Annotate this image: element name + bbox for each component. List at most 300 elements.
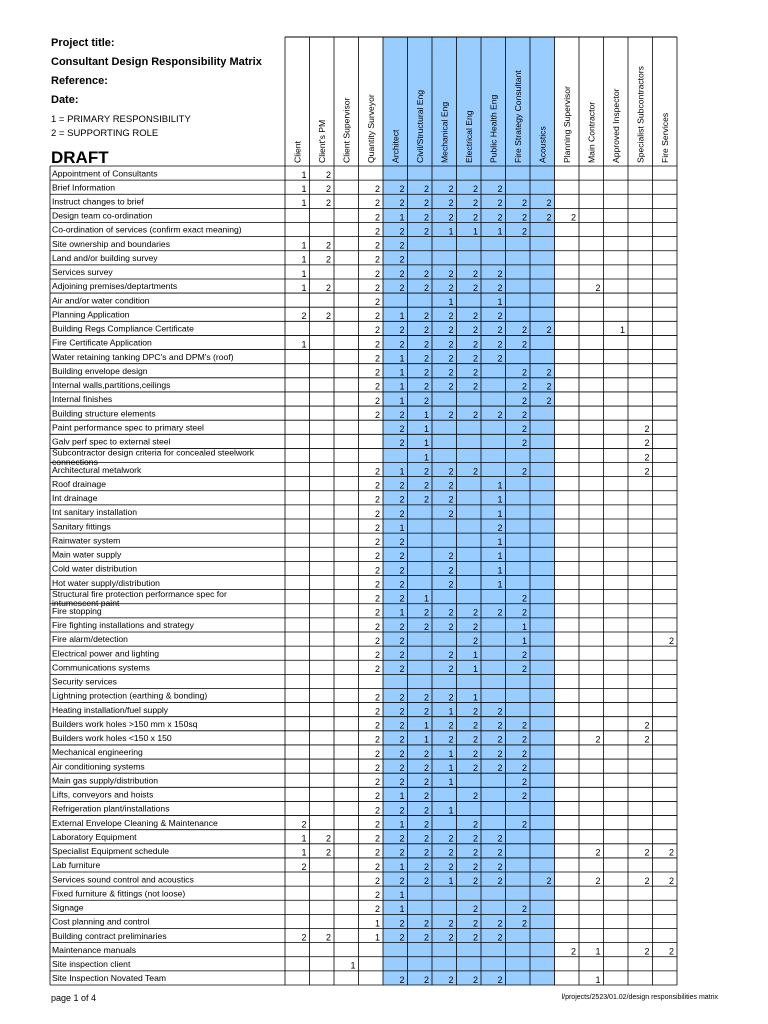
column-header: Main Contractor	[586, 101, 597, 163]
matrix-cell-value: 2	[374, 325, 380, 336]
matrix-cell-value: 2	[399, 762, 405, 773]
matrix-cell-value: 2	[423, 847, 429, 858]
matrix-cell-value: 1	[399, 212, 405, 223]
matrix-cell-value: 2	[448, 734, 454, 745]
row-label: Mechanical engineering	[52, 747, 143, 758]
page-number: page 1 of 4	[51, 993, 97, 1003]
matrix-cell-value: 2	[448, 494, 454, 505]
matrix-cell-value: 1	[448, 777, 454, 788]
matrix-cell-value: 2	[644, 466, 650, 477]
row-label: Security services	[52, 676, 117, 687]
row-label: Int sanitary installation	[52, 507, 138, 518]
matrix-cell-value: 2	[448, 861, 454, 872]
matrix-cell-value: 2	[521, 395, 527, 406]
matrix-cell-value: 2	[448, 184, 454, 195]
matrix-cell-value: 1	[497, 579, 503, 590]
matrix-cell-value: 2	[374, 847, 380, 858]
matrix-cell-value: 2	[497, 847, 503, 858]
row-label: Sanitary fittings	[52, 521, 111, 532]
matrix-cell-value: 2	[472, 748, 478, 759]
matrix-cell-value: 1	[448, 762, 454, 773]
matrix-cell-value: 2	[374, 833, 380, 844]
matrix-cell-value: 2	[399, 932, 405, 943]
matrix-cell-value: 1	[521, 621, 527, 632]
matrix-cell-value: 2	[546, 367, 552, 378]
matrix-cell-value: 2	[301, 819, 307, 830]
row-label: Lightning protection (earthing & bonding)	[52, 690, 208, 701]
matrix-cell-value: 2	[374, 240, 380, 251]
matrix-cell-value: 2	[546, 325, 552, 336]
matrix-cell-value: 1	[448, 297, 454, 308]
matrix-cell-value: 2	[399, 650, 405, 661]
row-label: Building contract preliminaries	[52, 930, 167, 941]
matrix-cell-value: 2	[448, 381, 454, 392]
matrix-cell-value: 2	[472, 466, 478, 477]
matrix-cell-value: 2	[399, 692, 405, 703]
row-label: Fire stopping	[52, 606, 102, 617]
row-label: Hot water supply/distribution	[52, 577, 160, 588]
matrix-cell-value: 2	[374, 551, 380, 562]
matrix-cell-value: 2	[497, 212, 503, 223]
matrix-cell-value: 2	[374, 621, 380, 632]
matrix-cell-value: 2	[374, 904, 380, 915]
matrix-cell-value: 2	[472, 409, 478, 420]
matrix-cell-value: 2	[423, 748, 429, 759]
matrix-cell-value: 2	[423, 353, 429, 364]
matrix-cell-value: 2	[374, 593, 380, 604]
column-header: Planning Supervisor	[561, 86, 572, 163]
column-header: Client's PM	[316, 119, 327, 163]
matrix-cell-value: 2	[448, 650, 454, 661]
matrix-cell-value: 2	[423, 339, 429, 350]
matrix-cell-value: 2	[301, 861, 307, 872]
matrix-cell-value: 1	[423, 720, 429, 731]
matrix-cell-value: 2	[399, 875, 405, 886]
matrix-cell-value: 2	[472, 974, 478, 985]
matrix-cell-value: 2	[399, 424, 405, 435]
row-label: Services survey	[52, 267, 113, 278]
matrix-cell-value: 2	[595, 847, 601, 858]
matrix-cell-value: 2	[374, 861, 380, 872]
matrix-cell-value: 2	[644, 424, 650, 435]
matrix-cell-value: 1	[497, 494, 503, 505]
matrix-cell-value: 2	[521, 438, 527, 449]
matrix-cell-value: 2	[521, 720, 527, 731]
matrix-cell-value: 1	[399, 311, 405, 322]
row-label: Design team co-ordination	[52, 210, 153, 221]
row-label: Electrical power and lighting	[52, 648, 160, 659]
matrix-cell-value: 1	[301, 847, 307, 858]
matrix-cell-value: 1	[497, 565, 503, 576]
matrix-cell-value: 2	[374, 762, 380, 773]
row-label: Site Inspection Novated Team	[52, 973, 167, 984]
matrix-cell-value: 2	[423, 466, 429, 477]
matrix-cell-value: 2	[521, 381, 527, 392]
matrix-cell-value: 2	[325, 240, 331, 251]
row-label: Communications systems	[52, 662, 150, 673]
matrix-cell-value: 2	[374, 198, 380, 209]
matrix-cell-value: 1	[448, 748, 454, 759]
matrix-cell-value: 2	[472, 339, 478, 350]
matrix-cell-value: 2	[399, 579, 405, 590]
matrix-cell-value: 2	[374, 353, 380, 364]
matrix-cell-value: 2	[325, 184, 331, 195]
matrix-cell-value: 1	[497, 297, 503, 308]
matrix-cell-value: 2	[374, 692, 380, 703]
matrix-cell-value: 2	[472, 607, 478, 618]
column-header: Fire Strategy Consultant	[512, 70, 523, 163]
matrix-cell-value: 2	[423, 974, 429, 985]
matrix-cell-value: 2	[472, 932, 478, 943]
matrix-cell-value: 2	[497, 409, 503, 420]
matrix-cell-value: 1	[301, 254, 307, 265]
matrix-cell-value: 2	[399, 494, 405, 505]
matrix-cell-value: 2	[399, 720, 405, 731]
matrix-cell-value: 2	[497, 184, 503, 195]
matrix-cell-value: 2	[423, 268, 429, 279]
row-label: Maintenance manuals	[52, 944, 137, 955]
row-label: Rainwater system	[52, 535, 121, 546]
row-label: Internal walls,partitions,ceilings	[52, 380, 171, 391]
matrix-cell-value: 2	[521, 777, 527, 788]
matrix-cell-value: 1	[301, 339, 307, 350]
matrix-cell-value: 2	[399, 508, 405, 519]
matrix-cell-value: 2	[497, 311, 503, 322]
matrix-cell-value: 2	[423, 706, 429, 717]
matrix-cell-value: 2	[448, 833, 454, 844]
row-label: Lifts, conveyors and hoists	[52, 789, 154, 800]
row-label: Site ownership and boundaries	[52, 238, 171, 249]
matrix-cell-value: 2	[497, 734, 503, 745]
matrix-cell-value: 1	[399, 890, 405, 901]
matrix-cell-value: 1	[423, 734, 429, 745]
matrix-cell-value: 2	[521, 918, 527, 929]
matrix-cell-value: 2	[448, 565, 454, 576]
matrix-cell-value: 2	[546, 212, 552, 223]
matrix-cell-value: 2	[399, 565, 405, 576]
matrix-cell-value: 2	[374, 875, 380, 886]
matrix-cell-value: 2	[399, 621, 405, 632]
matrix-cell-value: 2	[521, 791, 527, 802]
matrix-cell-value: 2	[374, 282, 380, 293]
matrix-cell-value: 2	[448, 847, 454, 858]
matrix-cell-value: 1	[472, 664, 478, 675]
matrix-cell-value: 2	[374, 537, 380, 548]
matrix-cell-value: 1	[399, 522, 405, 533]
matrix-cell-value: 2	[301, 311, 307, 322]
matrix-cell-value: 2	[472, 918, 478, 929]
row-label: Specialist Equipment schedule	[52, 846, 170, 857]
matrix-cell-value: 1	[301, 240, 307, 251]
row-label: Building Regs Compliance Certificate	[52, 323, 194, 334]
matrix-cell-value: 2	[374, 466, 380, 477]
matrix-cell-value: 2	[472, 325, 478, 336]
column-header: Mechanical Eng	[439, 101, 450, 163]
matrix-cell-value: 2	[399, 551, 405, 562]
matrix-cell-value: 2	[546, 875, 552, 886]
matrix-cell-value: 2	[374, 480, 380, 491]
matrix-cell-value: 2	[472, 268, 478, 279]
matrix-cell-value: 2	[497, 325, 503, 336]
matrix-cell-value: 2	[374, 226, 380, 237]
row-label: Fire alarm/detection	[52, 634, 128, 645]
matrix-cell-value: 2	[570, 946, 576, 957]
matrix-cell-value: 1	[399, 904, 405, 915]
matrix-cell-value: 1	[399, 861, 405, 872]
matrix-cell-value: 2	[423, 282, 429, 293]
column-header: Client Supervisor	[341, 97, 352, 163]
file-path: l/projects/2523/01.02/design responsibilities matrix	[561, 994, 718, 1001]
matrix-cell-value: 2	[374, 890, 380, 901]
matrix-cell-value: 2	[472, 635, 478, 646]
matrix-cell-value: 2	[570, 212, 576, 223]
matrix-cell-value: 1	[521, 635, 527, 646]
column-header: Specialist Subcontractors	[635, 66, 646, 163]
matrix-cell-value: 2	[472, 833, 478, 844]
matrix-cell-value: 2	[374, 212, 380, 223]
row-label: Site inspection client	[52, 959, 131, 970]
column-header: Civil/Structural Eng	[414, 89, 425, 163]
legend-supporting: 2 = SUPPORTING ROLE	[51, 128, 159, 139]
matrix-cell-value: 2	[472, 819, 478, 830]
matrix-cell-value: 2	[399, 339, 405, 350]
matrix-cell-value: 2	[423, 861, 429, 872]
matrix-cell-value: 2	[472, 875, 478, 886]
matrix-cell-value: 2	[521, 367, 527, 378]
row-label: Co-ordination of services (confirm exact meaning)	[52, 224, 242, 235]
matrix-cell-value: 2	[472, 353, 478, 364]
matrix-cell-value: 2	[423, 762, 429, 773]
matrix-cell-value: 2	[423, 833, 429, 844]
matrix-cell-value: 2	[595, 282, 601, 293]
matrix-cell-value: 1	[423, 409, 429, 420]
matrix-cell-value: 1	[399, 367, 405, 378]
matrix-cell-value: 2	[374, 522, 380, 533]
matrix-cell-value: 2	[374, 607, 380, 618]
matrix-cell-value: 1	[301, 169, 307, 180]
matrix-cell-value: 2	[472, 311, 478, 322]
matrix-cell-value: 2	[399, 777, 405, 788]
matrix-cell-value: 2	[423, 932, 429, 943]
matrix-cell-value: 1	[301, 198, 307, 209]
matrix-cell-value: 2	[472, 621, 478, 632]
matrix-cell-value: 2	[423, 395, 429, 406]
matrix-cell-value: 2	[497, 974, 503, 985]
matrix-cell-value: 2	[374, 635, 380, 646]
matrix-cell-value: 2	[423, 692, 429, 703]
matrix-cell-value: 2	[448, 367, 454, 378]
matrix-cell-value: 2	[668, 635, 674, 646]
matrix-cell-value: 2	[448, 664, 454, 675]
row-label: Air and/or water condition	[52, 295, 150, 306]
matrix-cell-value: 2	[423, 875, 429, 886]
matrix-cell-value: 2	[448, 282, 454, 293]
matrix-cell-value: 2	[374, 819, 380, 830]
matrix-cell-value: 2	[497, 748, 503, 759]
column-header: Public Health Eng	[488, 94, 499, 163]
matrix-cell-value: 2	[472, 847, 478, 858]
matrix-cell-value: 2	[448, 198, 454, 209]
matrix-cell-value: 2	[301, 932, 307, 943]
row-label: Builders work holes <150 x 150	[52, 733, 172, 744]
matrix-cell-value: 2	[374, 184, 380, 195]
row-label: Heating installation/fuel supply	[52, 704, 169, 715]
matrix-cell-value: 2	[399, 480, 405, 491]
matrix-cell-value: 2	[374, 508, 380, 519]
matrix-cell-value: 2	[399, 254, 405, 265]
row-label: Int drainage	[52, 493, 98, 504]
matrix-cell-value: 1	[301, 268, 307, 279]
matrix-cell-value: 1	[374, 918, 380, 929]
matrix-cell-value: 1	[399, 381, 405, 392]
matrix-cell-value: 2	[423, 607, 429, 618]
matrix-cell-value: 2	[399, 974, 405, 985]
matrix-cell-value: 2	[399, 635, 405, 646]
matrix-cell-value: 2	[521, 748, 527, 759]
matrix-cell-value: 2	[497, 833, 503, 844]
matrix-cell-value: 2	[472, 791, 478, 802]
row-label: Appointment of Consultants	[52, 168, 158, 179]
matrix-cell-value: 2	[325, 932, 331, 943]
matrix-cell-value: 2	[399, 847, 405, 858]
matrix-cell-value: 1	[448, 226, 454, 237]
matrix-cell-value: 2	[497, 198, 503, 209]
matrix-cell-value: 1	[399, 353, 405, 364]
matrix-cell-value: 2	[521, 212, 527, 223]
matrix-cell-value: 2	[399, 226, 405, 237]
matrix-cell-value: 1	[472, 650, 478, 661]
matrix-cell-value: 1	[472, 226, 478, 237]
matrix-cell-value: 2	[472, 367, 478, 378]
matrix-cell-value: 2	[423, 212, 429, 223]
matrix-cell-value: 1	[497, 551, 503, 562]
row-label: intumescent paint	[52, 598, 120, 609]
matrix-cell-value: 1	[301, 282, 307, 293]
matrix-cell-value: 2	[497, 522, 503, 533]
matrix-cell-value: 2	[472, 904, 478, 915]
matrix-cell-value: 2	[448, 918, 454, 929]
matrix-cell-value: 2	[374, 650, 380, 661]
matrix-cell-value: 2	[644, 452, 650, 463]
matrix-cell-value: 2	[448, 720, 454, 731]
matrix-cell-value: 2	[472, 861, 478, 872]
matrix-cell-value: 2	[399, 282, 405, 293]
matrix-cell-value: 2	[644, 734, 650, 745]
matrix-cell-value: 2	[668, 946, 674, 957]
matrix-cell-value: 2	[423, 367, 429, 378]
row-label: Builders work holes >150 mm x 150sq	[52, 718, 198, 729]
row-label: Architectural metalwork	[52, 464, 142, 475]
row-label: Paint performance spec to primary steel	[52, 422, 204, 433]
column-header: Approved Inspector	[610, 88, 621, 163]
legend-primary: 1 = PRIMARY RESPONSIBILITY	[51, 114, 191, 125]
matrix-cell-value: 2	[595, 875, 601, 886]
matrix-cell-value: 2	[497, 706, 503, 717]
matrix-cell-value: 2	[472, 720, 478, 731]
row-label: Air conditioning systems	[52, 761, 145, 772]
highlight-column	[530, 37, 555, 985]
row-label: Building structure elements	[52, 408, 156, 419]
row-label: Signage	[52, 902, 84, 913]
matrix-cell-value: 2	[399, 268, 405, 279]
matrix-cell-value: 1	[472, 692, 478, 703]
matrix-cell-value: 2	[668, 847, 674, 858]
matrix-cell-value: 2	[472, 381, 478, 392]
matrix-cell-value: 2	[472, 762, 478, 773]
matrix-cell-value: 2	[374, 395, 380, 406]
column-header: Acoustics	[537, 126, 548, 163]
matrix-cell-value: 2	[448, 212, 454, 223]
matrix-cell-value: 2	[374, 805, 380, 816]
matrix-cell-value: 1	[448, 805, 454, 816]
row-label: Cold water distribution	[52, 563, 138, 574]
matrix-cell-value: 2	[644, 875, 650, 886]
matrix-cell-value: 2	[521, 664, 527, 675]
row-label: Water retaining tanking DPC's and DPM's (roof)	[52, 351, 234, 362]
matrix-cell-value: 2	[472, 282, 478, 293]
matrix-cell-value: 2	[448, 353, 454, 364]
matrix-cell-value: 2	[423, 226, 429, 237]
matrix-cell-value: 2	[374, 268, 380, 279]
matrix-cell-value: 2	[521, 339, 527, 350]
matrix-cell-value: 1	[301, 184, 307, 195]
matrix-cell-value: 2	[497, 268, 503, 279]
matrix-cell-value: 1	[350, 960, 356, 971]
matrix-cell-value: 2	[448, 311, 454, 322]
matrix-cell-value: 2	[448, 607, 454, 618]
matrix-cell-value: 2	[595, 734, 601, 745]
matrix-cell-value: 2	[325, 833, 331, 844]
matrix-cell-value: 2	[497, 861, 503, 872]
matrix-cell-value: 2	[374, 777, 380, 788]
matrix-cell-value: 2	[521, 593, 527, 604]
matrix-cell-value: 2	[521, 325, 527, 336]
row-label: Land and/or building survey	[52, 252, 158, 263]
row-label: Brief Information	[52, 182, 116, 193]
matrix-cell-value: 2	[374, 664, 380, 675]
row-label: Adjoining premises/deptartments	[52, 281, 178, 292]
matrix-cell-value: 2	[399, 325, 405, 336]
matrix-cell-value: 2	[521, 466, 527, 477]
matrix-cell-value: 2	[423, 918, 429, 929]
matrix-cell-value: 2	[374, 791, 380, 802]
matrix-cell-value: 2	[448, 325, 454, 336]
matrix-cell-value: 2	[497, 932, 503, 943]
matrix-cell-value: 1	[497, 508, 503, 519]
matrix-cell-value: 2	[399, 664, 405, 675]
matrix-cell-value: 1	[497, 537, 503, 548]
matrix-cell-value: 2	[472, 198, 478, 209]
matrix-cell-value: 2	[472, 734, 478, 745]
reference-label: Reference:	[51, 75, 108, 87]
row-label: Planning Application	[52, 309, 130, 320]
matrix-cell-value: 2	[374, 748, 380, 759]
matrix-cell-value: 2	[497, 720, 503, 731]
row-label: Main water supply	[52, 549, 122, 560]
matrix-cell-value: 1	[448, 706, 454, 717]
matrix-cell-value: 2	[521, 198, 527, 209]
matrix-cell-value: 2	[448, 551, 454, 562]
matrix-cell-value: 2	[448, 339, 454, 350]
column-header: Fire Services	[659, 112, 670, 163]
row-label: Building envelope design	[52, 365, 148, 376]
matrix-cell-value: 2	[374, 565, 380, 576]
column-header: Electrical Eng	[463, 110, 474, 163]
matrix-cell-value: 1	[619, 325, 625, 336]
matrix-cell-value: 1	[399, 395, 405, 406]
matrix-cell-value: 2	[399, 593, 405, 604]
matrix-cell-value: 2	[423, 777, 429, 788]
